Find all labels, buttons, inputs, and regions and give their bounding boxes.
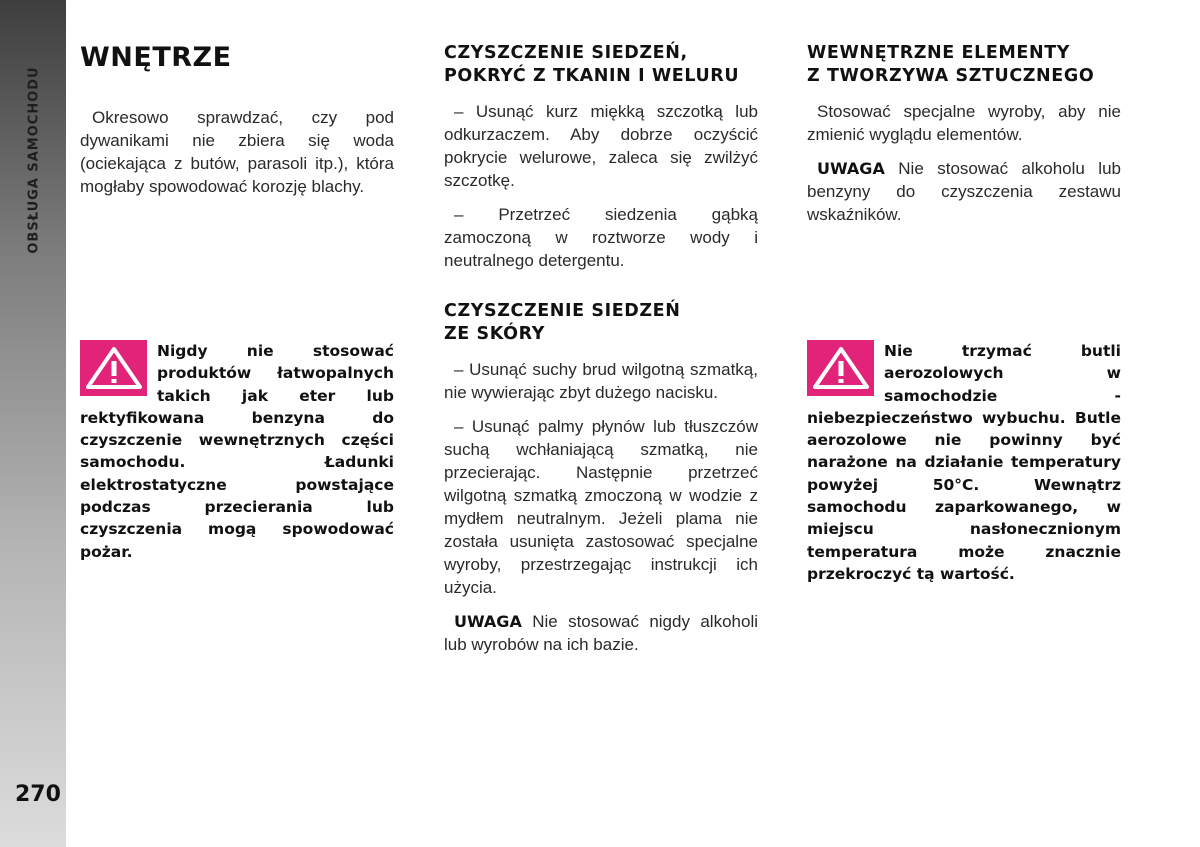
heading-plastic-elements: WEWNĘTRZNE ELEMENTY Z TWORZYWA SZTUCZNEGO: [807, 43, 1095, 86]
note-text: Nie stosować nigdy alkoholi lub wyrobów na ich bazie.: [444, 612, 758, 654]
heading-leather-seats: CZYSZCZENIE SIEDZEŃ ZE SKÓRY: [444, 301, 681, 344]
paragraph: – Przetrzeć siedzenia gąbką zamoczoną w roztworze wody i neutralnego detergentu.: [444, 205, 758, 270]
sidebar: [0, 0, 66, 847]
paragraph: – Usunąć kurz miękką szczotką lub odkurzaczem. Aby dobrze oczyścić pokrycie welurowe, zaleca się zwilżyć szczotkę.: [444, 102, 758, 190]
paragraph: – Usunąć suchy brud wilgotną szmatką, nie wywierając zbyt dużego nacisku.: [444, 360, 758, 402]
warning-box-flammable: [80, 340, 394, 563]
warning-triangle-icon: [807, 340, 874, 396]
page-number: 270: [15, 782, 61, 807]
warning-triangle-icon: [80, 340, 147, 396]
paragraph: Stosować specjalne wyroby, aby nie zmienić wyglądu elementów.: [807, 102, 1121, 144]
heading-fabric-seats: CZYSZCZENIE SIEDZEŃ, POKRYĆ Z TKANIN I WELURU: [444, 43, 740, 86]
warning-text: Nie trzymać butli aerozolowych w samochodzie - niebezpieczeństwo wybuchu. Butle aerozolowe nie powinny być narażone na działanie temperatury powyżej 50°C. Wewnątrz samochodu zaparkowanego, w miejscu nasłonecznionym temperatura może znacznie przekroczyć tą wartość.: [807, 342, 1121, 583]
note-paragraph: [807, 157, 1121, 226]
column-seats: [444, 42, 758, 656]
column-plastic: [807, 42, 1121, 226]
note-text: Nie stosować alkoholu lub benzyny do czyszczenia zestawu wskaźników.: [807, 159, 1121, 224]
intro-paragraph: Okresowo sprawdzać, czy pod dywanikami nie zbiera się woda (ociekająca z butów, parasoli itp.), która mogłaby spowodować korozję blachy.: [80, 108, 394, 196]
note-paragraph: [444, 610, 758, 656]
section-label: OBSŁUGA SAMOCHODU: [26, 66, 42, 254]
note-label: UWAGA: [454, 612, 522, 631]
note-label: UWAGA: [817, 159, 885, 178]
paragraph: – Usunąć palmy płynów lub tłuszczów suchą wchłaniającą szmatką, nie przecierając. Następnie przetrzeć wilgotną szmatką zmoczoną w wodzie z mydłem neutralnym. Jeżeli plama nie została usunięta zastosować specjalne wyroby, przestrzegając instrukcji ich użycia.: [444, 417, 758, 597]
page-title: WNĘTRZE: [80, 42, 232, 73]
warning-box-aerosol: [807, 340, 1121, 585]
warning-text: Nigdy nie stosować produktów łatwopalnych takich jak eter lub rektyfikowana benzyna do czyszczenie wewnętrznych części samochodu. Ładunki elektrostatyczne powstające podczas przecierania lub czyszczenia mogą spowodować pożar.: [80, 342, 394, 561]
